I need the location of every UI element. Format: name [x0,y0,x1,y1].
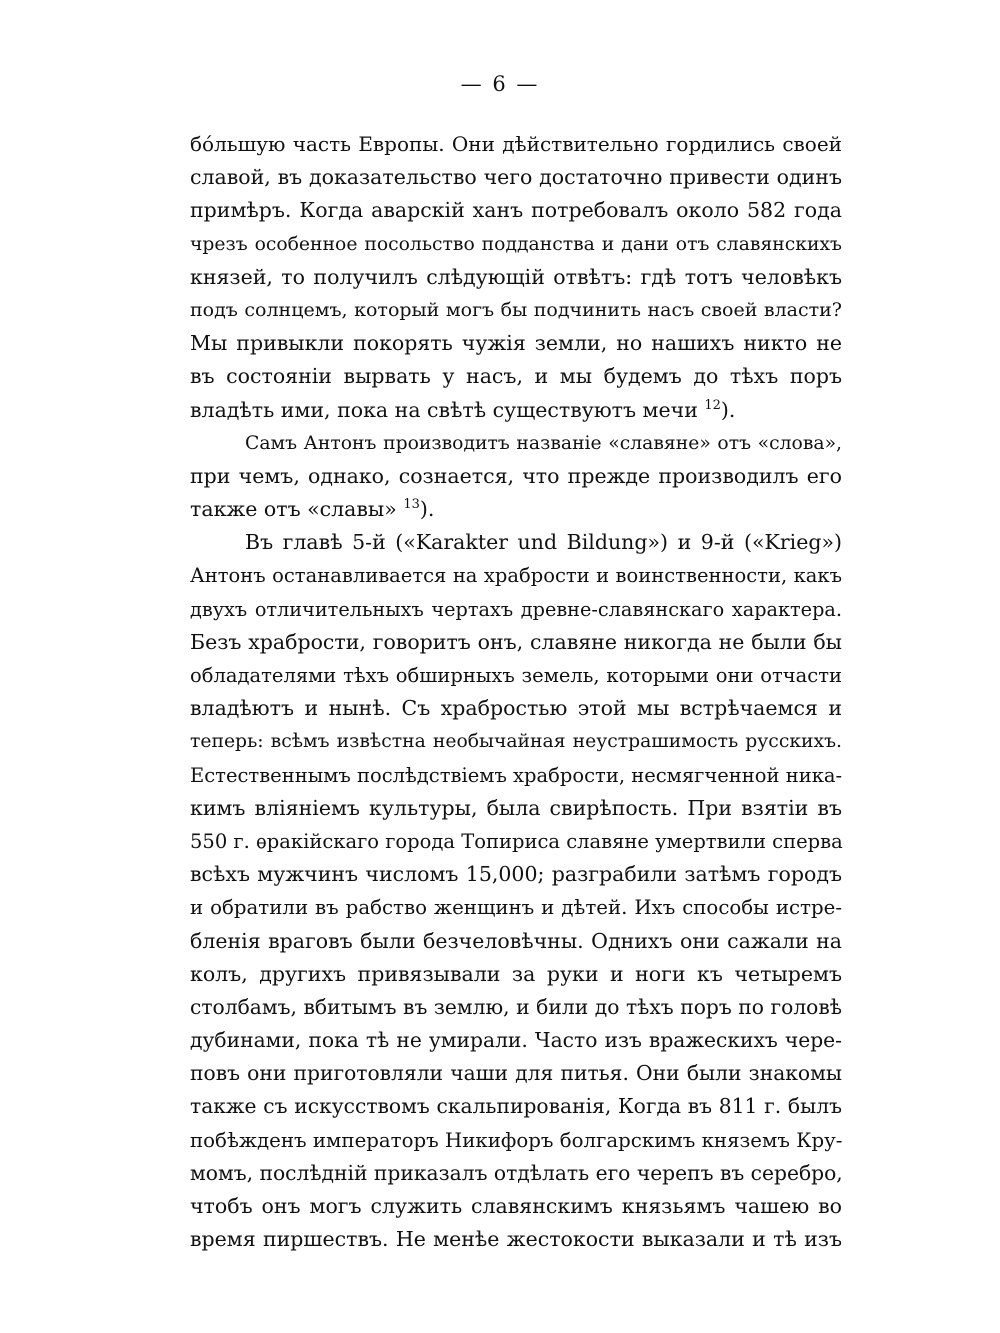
text-line: всѣхъ мужчинъ числомъ 15,000; разграбили затѣмъ городъ [190,862,842,887]
text-line: столбамъ, вбитымъ въ землю, и били до тѣхъ поръ по головѣ [190,994,842,1019]
text-line: Мы привыкли покорять чужія земли, но нашихъ никто не [190,331,842,356]
text-line: князей, то получилъ слѣдующій отвѣтъ: гдѣ тотъ человѣкъ [190,264,842,289]
text-line: кимъ вліяніемъ культуры, была свирѣпость. При взятіи въ [190,795,842,820]
text-line: обладателями тѣхъ обширныхъ земель, которыми они отчасти [190,664,842,687]
paragraph [190,427,842,527]
text-line: подъ солнцемъ, который могъ бы подчинить насъ своей власти? [190,298,842,321]
text-line: время пиршествъ. Не менѣе жестокости выказали и тѣ изъ [190,1227,842,1252]
text-line: бóльшую часть Европы. Они дѣйствительно гордились своей [190,132,842,156]
footnote-ref: 13 [403,497,420,513]
paragraph [190,526,842,1256]
text-line: теперь: всѣмъ извѣстна необычайная неустрашимость русскихъ. [190,731,842,753]
text-line: Самъ Антонъ производитъ названіе «славяне» отъ «слова», [245,432,842,454]
line-text-end: ). [720,397,736,422]
text-line: чрезъ особенное посольство подданства и дани отъ славянскихъ [190,233,842,255]
line-text-end: ). [419,497,435,522]
body-text [190,128,842,1256]
text-line: двухъ отличительныхъ чертахъ древне-славянскаго характера. [190,597,842,621]
text-line: повъ они приготовляли чаши для питья. Они были знакомы [190,1061,842,1086]
line-text: также отъ «славы» [190,497,404,522]
text-line: Въ главѣ 5-й («Karakter und Bildung») и 9-й («Krieg») [245,530,842,555]
text-line: побѣжденъ императоръ Никифоръ болгарскимъ княземъ Кру- [190,1128,843,1152]
footnote-ref: 12 [704,397,721,413]
text-line: и обратили въ рабство женщинъ и дѣтей. Ихъ способы истре- [190,896,842,920]
text-line: также съ искусствомъ скальпированія, Когда въ 811 г. былъ [190,1094,842,1119]
text-line: колъ, другихъ привязывали за руки и ноги къ четыремъ [190,961,842,986]
text-line: 550 г. ѳракійскаго города Топириса славяне умертвили сперва [190,829,843,853]
text-line: Естественнымъ послѣдствіемъ храбрости, несмягченной ника- [190,763,843,787]
text-line: владѣютъ и нынѣ. Съ храбростью этой мы встрѣчаемся и [190,696,842,721]
text-line: бленія враговъ были безчеловѣчны. Однихъ они сажали на [190,928,842,953]
text-line: славой, въ доказательство чего достаточно привести одинъ [190,165,842,190]
text-line: дубинами, пока тѣ не умирали. Часто изъ вражескихъ чере- [190,1028,842,1053]
text-line: чтобъ онъ могъ служить славянскимъ князьямъ чашею во [190,1194,842,1218]
text-line: Антонъ останавливается на храбрости и воинственности, какъ [190,564,842,588]
text-line: момъ, послѣдній приказалъ отдѣлать его черепъ въ серебро, [190,1160,843,1185]
text-line: въ состояніи вырвать у насъ, и мы будемъ до тѣхъ поръ [190,364,842,389]
paragraph [190,128,842,427]
text-line: Безъ храбрости, говоритъ онъ, славяне никогда не были бы [190,629,842,654]
line-text: владѣть ими, пока на свѣтѣ существуютъ мечи [190,397,705,422]
text-line [190,493,842,526]
text-line: примѣръ. Когда аварскій ханъ потребовалъ около 582 года [190,198,842,223]
page-number: — 6 — [460,72,540,96]
text-line: при чемъ, однако, сознается, что прежде производилъ его [190,463,842,488]
text-line [190,394,842,427]
